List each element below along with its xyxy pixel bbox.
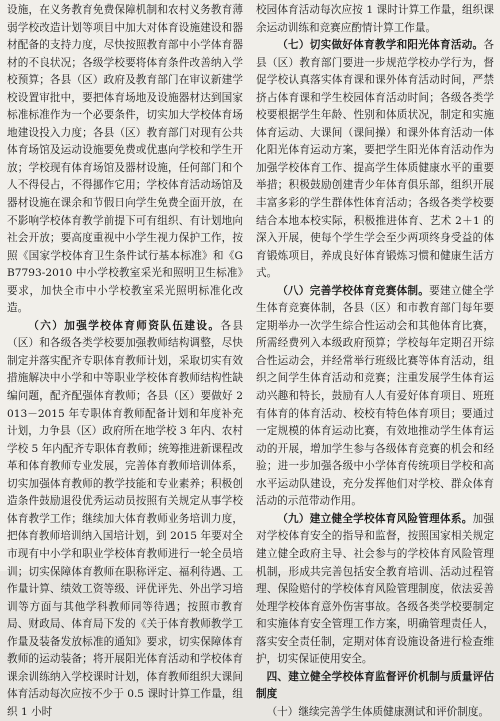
right-column [256, 2, 494, 721]
paragraph-competition-body: 要建立健全学生体育竞赛体制，各县（区）和市教育部门每年要定期举办一次学生综合性运动会和其他体育比赛，所需经费列入本级政府预算；学校每年定期召开综合性运动会，并经常举行班级比赛等体育活动，组织之间学生体育活动和竞赛；注重发展学生体育运动兴趣和特长，鼓励有人人有爱好体育项目、班班有体育的体育活动、校校有特色体育项目；要通过一定规模的体育运动比赛，有效地推动学生体育运动的开展，增加学生参与各级体育竞赛的机会和经验；进一步加强各级中小学体育传统项目学校和高水平运动队建设，充分发挥他们对学校、群众体育活动的示范带动作用。 [256, 284, 495, 508]
heading-competition: （八）完善学校体育竞赛体制。 [277, 284, 430, 297]
paragraph-sunshine-sports [256, 37, 494, 283]
left-column [7, 2, 243, 721]
heading-risk: （九）建立健全学校体育风险管理体系。 [277, 512, 473, 525]
paragraph-competition [256, 283, 494, 511]
paragraph-facilities: 设施，在义务教育免费保障机制和农村义务教育薄弱学校改造计划等项目中加大对体育设施建设和器材配备的支持力度，尽快按照教育部中小学体育器材的不良状况；各级学校要将体育条件改善纳入学校预算；各县（区）政府及教育部门在审议新建学校设置审批中，要把体育场地及设施器材达到国家标准标准作为一个必要条件，切实加大学校体育场地建设投入力度；各县（区）教育部门对现有公共体育场馆及运动设施要免费或优惠向学校和学生开放；学校现有体育场馆及器材设施，任何部门和个人不得侵占，不得挪作它用；学校体育活动场馆及器材设施在课余和节假日向学生免费全面开放，在不影响学校体育教学前提下可有组织、有计划地向社会开放；要高度重视中小学生视力保护工作，按照《国家学校体育卫生条件试行基本标准》和《GB7793-2010 中小学校教室采光和照明卫生标准》要求，加快全市中小学校教室采光照明标准化改造。 [7, 4, 243, 315]
paragraph-workload: 校园体育活动每次应按 1 课时计算工作量，组织课余运动训练和竞赛应酌情计算工作量。 [256, 4, 494, 34]
paragraph-risk-body: 加强对学校体育安全的指导和监督，按照国家相关规定建立健全政府主导、社会参与的学校体育风险管理机制，形成共完善包括安全教育培训、活动过程管理、保险赔付的学校体育风险管理制度，依法妥善处理学校体育意外伤害事故。各级各类学校要制定和实施体育安全管理工作方案，明确管理责任人，落实安全责任制，定期对体育设施设备进行检查维护，切实保证使用安全。 [256, 512, 495, 666]
paragraph-risk [256, 511, 494, 669]
paragraph-sunshine-sports-body: 各县（区）教育部门要进一步规范学校办学行为，督促学校认真落实体育课和课外体育活动时间，严禁挤占体育课和学生校园体育活动时间；各级各类学校要根据学生年龄、性别和体质状况，制定和实施体育运动、大课间（课间操）和课外体育活动一体化阳光体育运动方案，要把学生阳光体育活动作为加强学校体育工作、提高学生体质健康水平的重要举措；积极鼓励创建青少年体育俱乐部，组织开展丰富多彩的学生群体性体育活动；各级各类学校要结合本地本校实际，积极推进体育、艺术 2＋1 的深入开展，使每个学生学会至少两项终身受益的体育锻炼项目，养成良好体育锻炼习惯和健康生活方式。 [256, 39, 494, 280]
paragraph-teachers-body: 各县（区）和各级各类学校要加强教师结构调整，尽快制定并落实配齐专职体育教师计划，采取切实有效措施解决中小学和中等职业学校体育教师结构性缺编问题，配齐配强体育教师；各县（区）要做好 2013－2015 年专职体育教师配备计划和年度补充计划，力争县（区）政府所在地学校 3 年内、农村学校 5 年内配齐专职体育教师；统筹推进新课程改革和体育教师专业发展，完善体育教师培训体系，切实加强体育教师的教学技能和专业素养；积极创造条件鼓励退役优秀运动员按照有关规定从事学校体育教学工作；继续加大体育教师业务培训力度，把体育教师培训纳入国培计划，到 2015 年要对全市现有中小学和职业学校体育教师进行一轮全员培训；切实保障体育教师在职称评定、福利待遇、工作量计算、绩效工资等级、评优评先、外出学习培训等方面与其他学科教师同等待遇；按照市教育局、财政局、体育局下发的《关于体育教师教学工作量及装备发放标准的通知》要求，切实保障体育教师的运动装备；将开展阳光体育活动和学校体育课余训练纳入学校课时计划，体育教师组织大课间体育活动每次应按不少于 0.5 课时计算工作量，组织 1 小时 [7, 319, 244, 718]
heading-fitness-testing: （十）继续完善学生体质健康测试和评价制度。 [266, 705, 490, 718]
section-heading-evaluation: 四、建立健全学校体育监督评价机制与质量评估制度 [256, 670, 494, 701]
paragraph-teachers [7, 318, 243, 721]
heading-sunshine-sports: （七）切实做好体育教学和阳光体育活动。 [277, 39, 484, 52]
heading-teachers: （六）加强学校体育师资队伍建设。 [28, 319, 221, 332]
